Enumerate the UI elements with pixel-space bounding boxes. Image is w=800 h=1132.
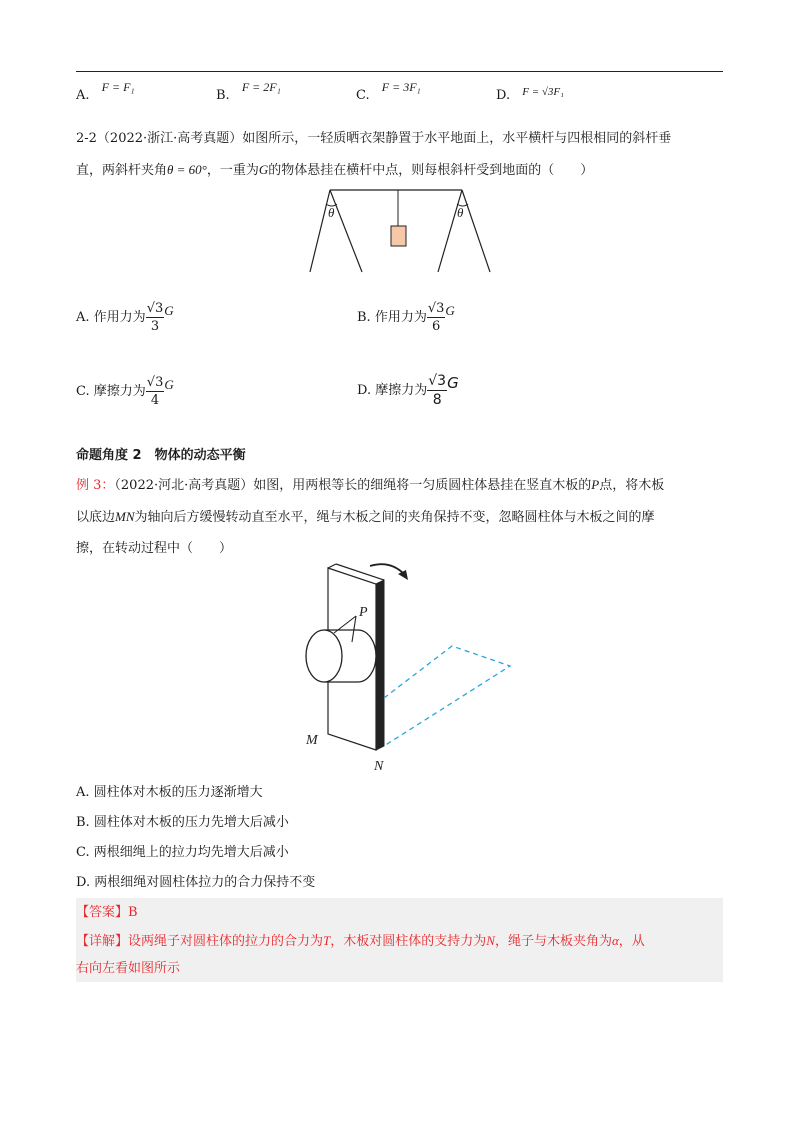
- dashed-horizontal-board: [384, 646, 510, 746]
- left-theta-label: θ: [328, 205, 335, 220]
- detail-line2: 右向左看如图所示: [76, 961, 181, 976]
- point-p-label: P: [359, 605, 368, 620]
- top-option-c: C. F = 3F₁: [356, 80, 421, 103]
- ex3-line3: 擦，在转动过程中（ ）: [76, 541, 233, 556]
- left-back-leg: [330, 190, 362, 272]
- q22-option-b: B. 作用力为 $\frac{√3}{6}$ G: [357, 301, 455, 334]
- right-back-leg: [462, 190, 490, 272]
- answer-label: 【答案】B: [76, 905, 138, 920]
- ex3-option-b: B. 圆柱体对木板的压力先增大后减小: [76, 815, 289, 830]
- detail-line1: 【详解】设两绳子对圆柱体的拉力的合力为T，木板对圆柱体的支持力为N，绳子与木板夹角为α，从: [76, 933, 645, 949]
- board-edge: [376, 580, 384, 750]
- point-n-label: N: [374, 759, 384, 774]
- rotation-arrow: [370, 564, 404, 574]
- right-theta-label: θ: [457, 205, 464, 220]
- q22-option-a: A. 作用力为 $\frac{√3}{3}$ G: [76, 301, 174, 334]
- q22-option-c: C. 摩擦力为 $\frac{√3}{4}$ G: [76, 375, 174, 408]
- rotation-arrowhead: [398, 570, 408, 580]
- section-heading: 命题角度 2 物体的动态平衡: [76, 448, 246, 463]
- q22-line1: 2-2（2022·浙江·高考真题）如图所示，一轻质晒衣架静置于水平地面上，水平横杆与四根相同的斜杆垂: [76, 131, 672, 146]
- left-front-leg: [310, 190, 330, 272]
- ex3-option-d: D. 两根细绳对圆柱体拉力的合力保持不变: [76, 875, 316, 890]
- top-option-d: D. $^{F = √3F_1}$: [496, 86, 564, 103]
- top-option-a: A. F = F₁: [76, 80, 135, 103]
- ex3-option-c: C. 两根细绳上的拉力均先增大后减小: [76, 845, 289, 860]
- point-m-label: M: [306, 733, 318, 748]
- header-rule: [76, 71, 723, 72]
- ex3-option-a: A. 圆柱体对木板的压力逐渐增大: [76, 785, 263, 800]
- q22-option-d: D. 摩擦力为 $\frac{√3}{8}$ G: [357, 373, 459, 408]
- right-front-leg: [438, 190, 462, 272]
- cylinder-end: [306, 630, 342, 682]
- hanging-weight: [391, 226, 406, 246]
- ex3-line2: 以底边MN为轴向后方缓慢转动直至水平，绳与木板之间的夹角保持不变，忽略圆柱体与木板之间的摩: [76, 509, 655, 525]
- top-option-b: B. F = 2F₁: [216, 80, 281, 103]
- q22-line2: 直，两斜杆夹角θ = 60°，一重为G的物体悬挂在横杆中点，则每根斜杆受到地面的（ ）: [76, 162, 594, 178]
- ex3-line1: 例 3：（2022·河北·高考真题）如图，用两根等长的细绳将一匀质圆柱体悬挂在竖直木板的P点，将木板: [76, 477, 665, 493]
- clothes-rack-figure: [300, 184, 500, 276]
- board-cylinder-figure: [284, 558, 524, 780]
